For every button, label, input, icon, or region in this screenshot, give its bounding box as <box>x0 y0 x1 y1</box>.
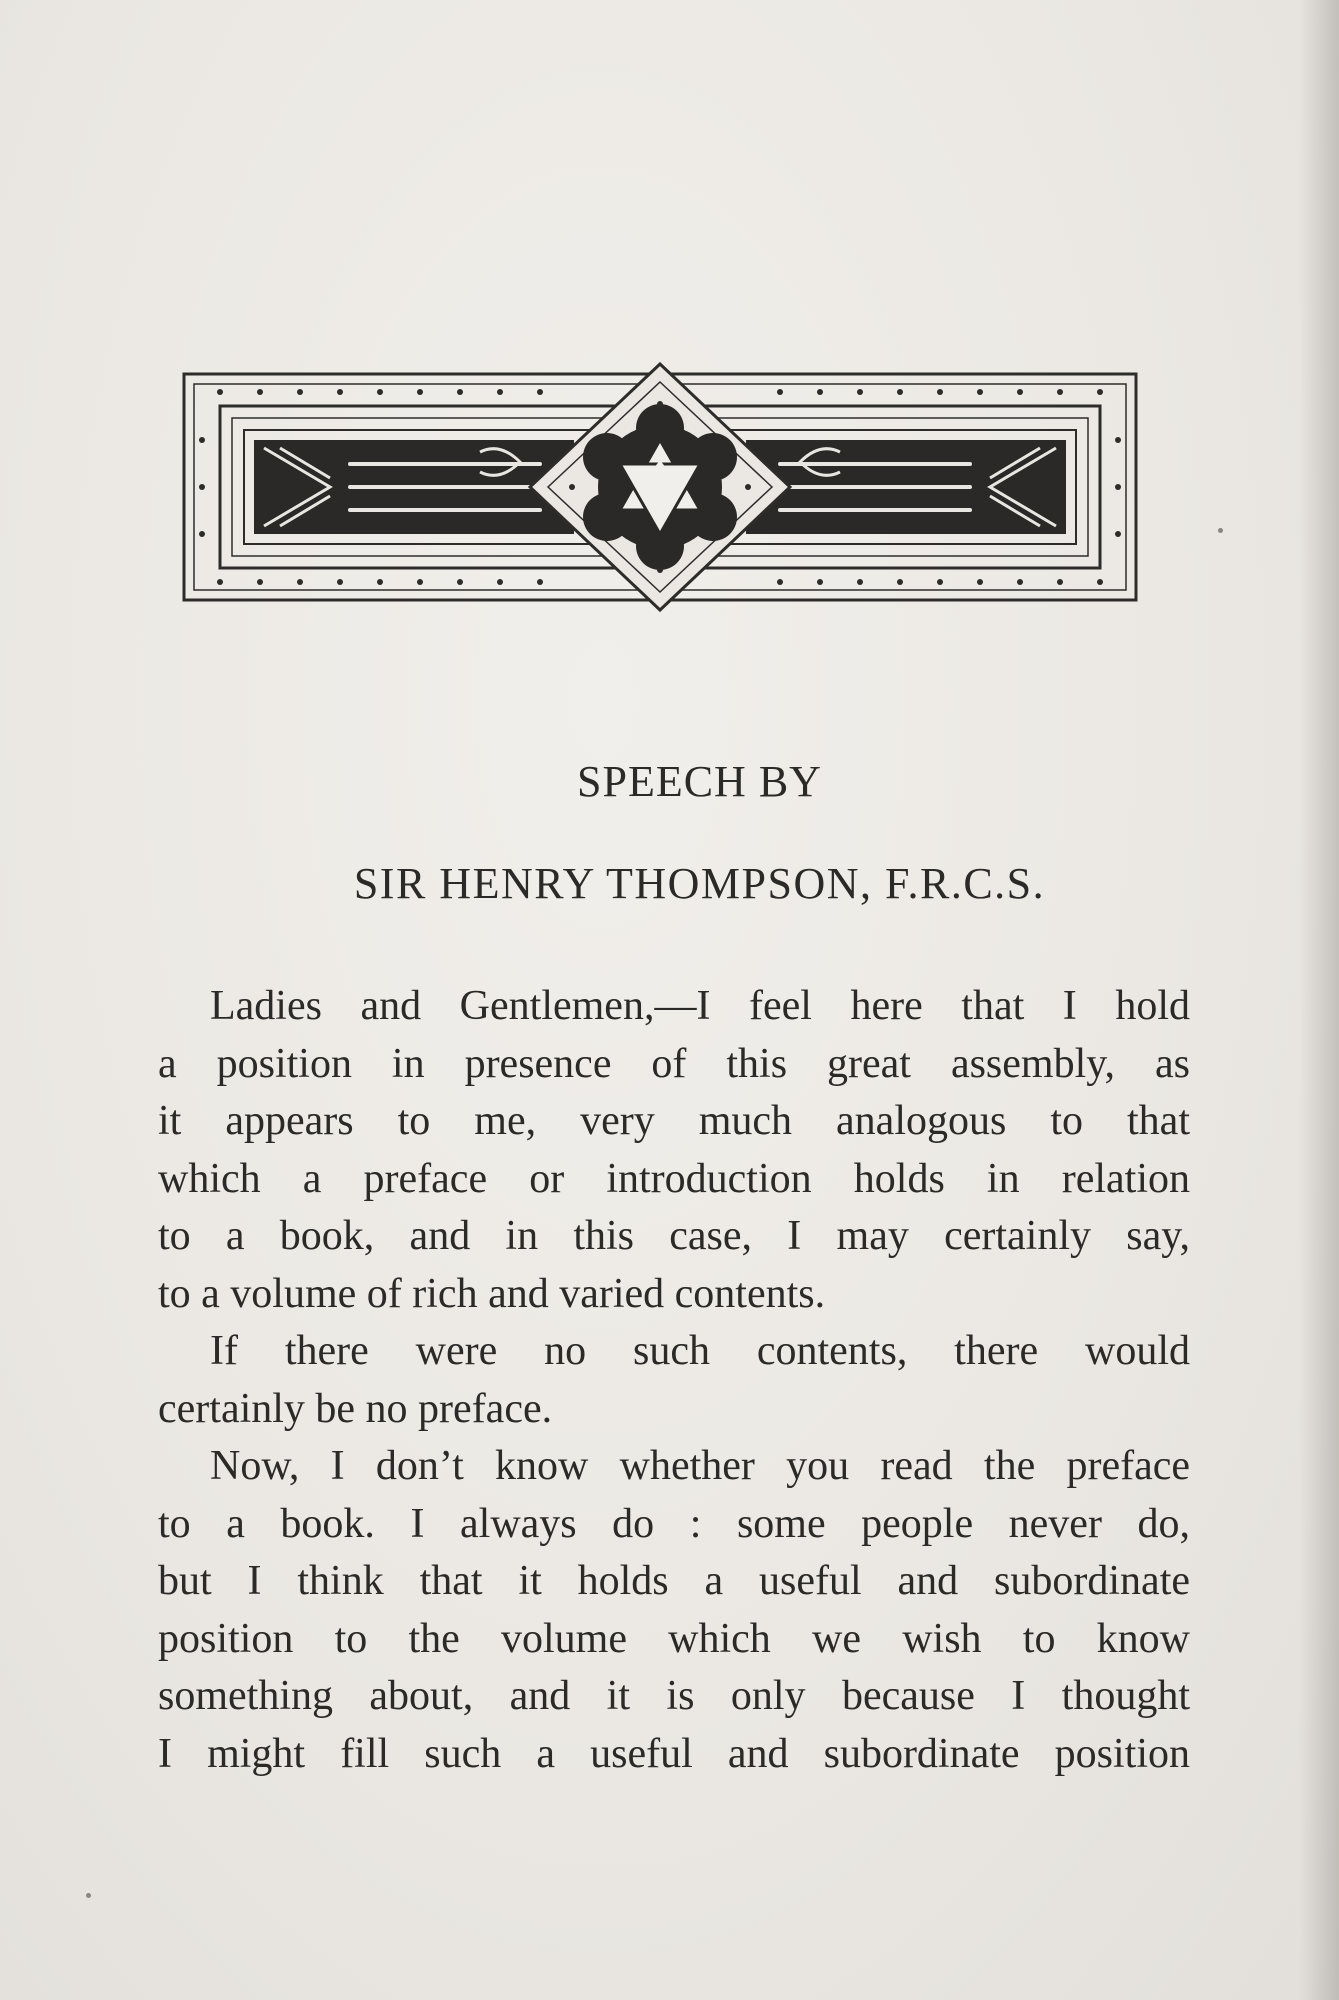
speech-heading: SPEECH BY <box>577 757 822 806</box>
text-line: position to the volume which we wish to know <box>158 1615 1190 1662</box>
text-line: certainly be no preface. <box>158 1385 553 1432</box>
star-of-david-headpiece-icon <box>180 360 1140 630</box>
text-line: If there were no such contents, there would <box>210 1328 1190 1374</box>
text-line: a position in presence of this great assembly, as <box>158 1040 1190 1087</box>
paragraph <box>158 1438 1190 1783</box>
text-line: which a preface or introduction holds in relation <box>158 1155 1190 1202</box>
text-line: to a book, and in this case, I may certainly say, <box>158 1213 1190 1259</box>
paragraph <box>158 1323 1190 1438</box>
text-line: Now, I don’t know whether you read the preface <box>210 1443 1190 1489</box>
text-line: to a volume of rich and varied contents. <box>158 1270 826 1317</box>
text-line: it appears to me, very much analogous to that <box>158 1098 1190 1144</box>
paper-speck <box>86 1893 91 1898</box>
speech-body <box>158 978 1190 1783</box>
paragraph <box>158 978 1190 1323</box>
text-line: I might fill such a useful and subordinate position <box>158 1730 1190 1777</box>
text-line: something about, and it is only because I thought <box>158 1673 1190 1719</box>
text-line: Ladies and Gentlemen,—I feel here that I hold <box>210 983 1190 1029</box>
text-line: but I think that it holds a useful and subordinate <box>158 1558 1190 1604</box>
speaker-name: SIR HENRY THOMPSON, F.R.C.S. <box>353 859 1046 908</box>
paper-speck <box>1218 528 1223 533</box>
page-edge-shadow <box>1299 0 1339 2000</box>
text-line: to a book. I always do : some people never do, <box>158 1500 1190 1547</box>
